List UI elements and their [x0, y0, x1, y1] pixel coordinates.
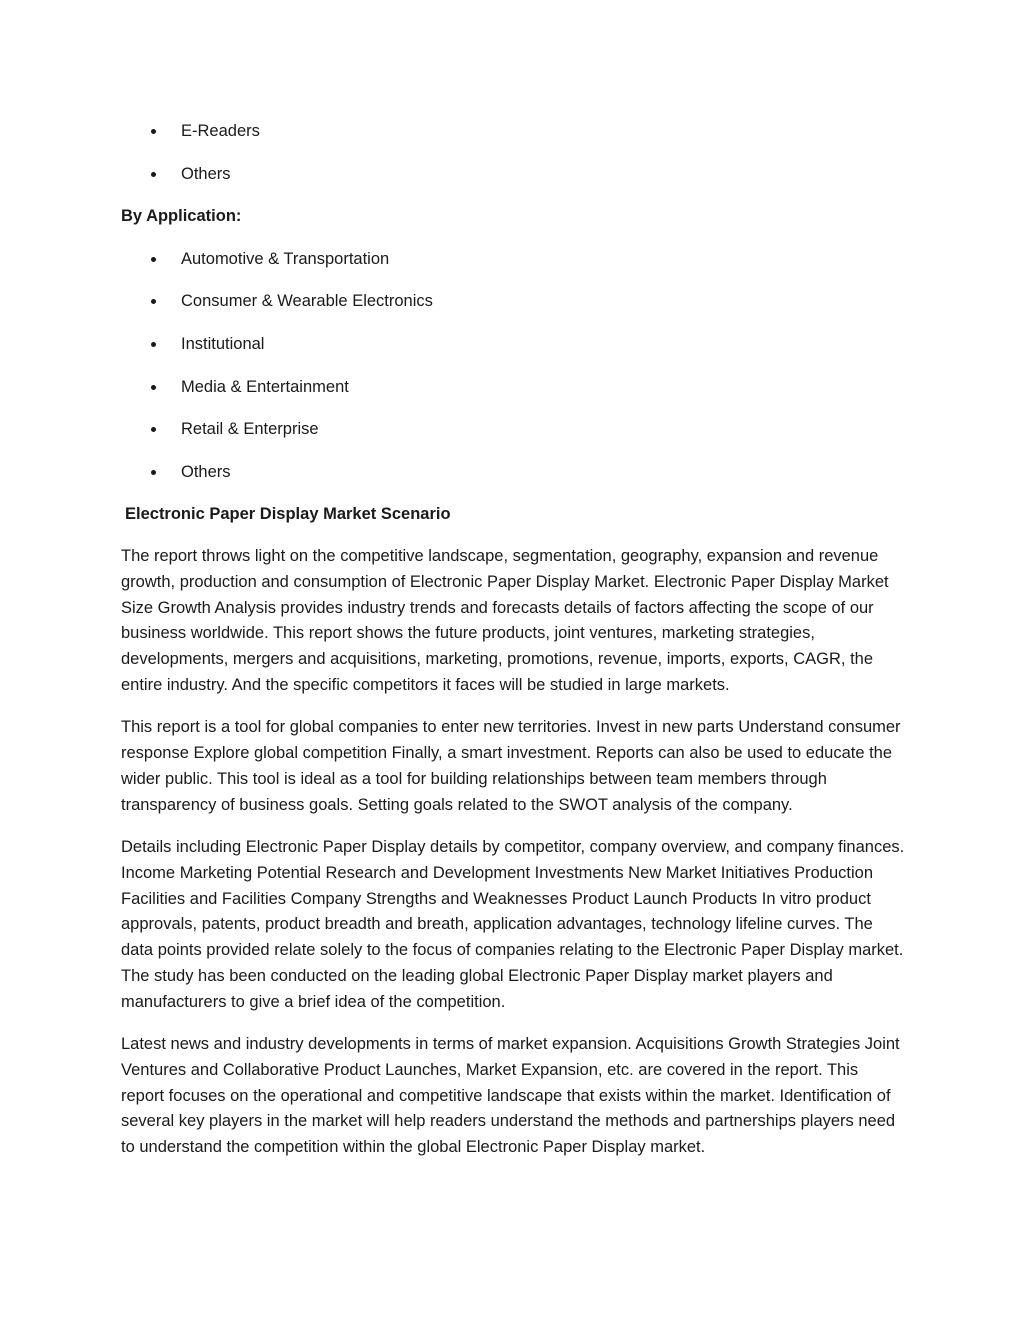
list-item-label: Others	[181, 462, 231, 481]
list-item	[121, 374, 905, 400]
list-item	[121, 246, 905, 272]
list-item	[121, 331, 905, 357]
list-item-label: Institutional	[181, 334, 265, 353]
body-paragraph: The report throws light on the competitive landscape, segmentation, geography, expansion and revenue growth, production and consumption of Electronic Paper Display Market. Electronic Paper Display Market Size Growth Analysis provides industry trends and forecasts details of factors affecting the scope of our business worldwide. This report shows the future products, joint ventures, marketing strategies, developments, mergers and acquisitions, marketing, promotions, revenue, imports, exports, CAGR, the entire industry. And the specific competitors it faces will be studied in large markets.	[121, 546, 889, 694]
list-item	[121, 459, 905, 485]
list-item	[121, 118, 905, 144]
document-page	[121, 118, 905, 1177]
list-item	[121, 288, 905, 314]
bullet-icon	[151, 129, 156, 134]
body-paragraph: Details including Electronic Paper Display details by competitor, company overview, and company finances. Income Marketing Potential Research and Development Investments New Market Initiatives Production Facilities and Facilities Company Strengths and Weaknesses Product Launch Products In vitro product approvals, patents, product breadth and breath, application advantages, technology lifeline curves. The data points provided relate solely to the focus of companies relating to the Electronic Paper Display market. The study has been conducted on the leading global Electronic Paper Display market players and manufacturers to give a brief idea of the competition.	[121, 837, 905, 1011]
bullet-icon	[151, 342, 156, 347]
bullet-icon	[151, 427, 156, 432]
bullet-icon	[151, 257, 156, 262]
bullet-icon	[151, 470, 156, 475]
by-application-heading: By Application:	[121, 207, 242, 226]
bullet-icon	[151, 299, 156, 304]
market-scenario-heading: Electronic Paper Display Market Scenario	[125, 505, 451, 524]
body-paragraph: Latest news and industry developments in terms of market expansion. Acquisitions Growth Strategies Joint Ventures and Collaborative Product Launches, Market Expansion, etc. are covered in the report. This report focuses on the operational and competitive landscape that exists within the market. Identification of several key players in the market will help readers understand the methods and partnerships players need to understand the competition within the global Electronic Paper Display market.	[121, 1034, 900, 1157]
body-paragraph: This report is a tool for global companies to enter new territories. Invest in new parts Understand consumer response Explore global competition Finally, a smart investment. Reports can also be used to educate the wider public. This tool is ideal as a tool for building relationships between team members through transparency of business goals. Setting goals related to the SWOT analysis of the company.	[121, 718, 901, 814]
product-type-list	[121, 118, 905, 187]
bullet-icon	[151, 385, 156, 390]
list-item	[121, 416, 905, 442]
list-item-label: Automotive & Transportation	[181, 249, 390, 268]
list-item-label: Retail & Enterprise	[181, 420, 319, 439]
application-list	[121, 246, 905, 485]
list-item-label: Media & Entertainment	[181, 377, 349, 396]
list-item-label: Consumer & Wearable Electronics	[181, 292, 433, 311]
list-item-label: E-Readers	[181, 122, 260, 140]
list-item	[121, 161, 905, 187]
bullet-icon	[151, 172, 156, 177]
list-item-label: Others	[181, 164, 231, 183]
